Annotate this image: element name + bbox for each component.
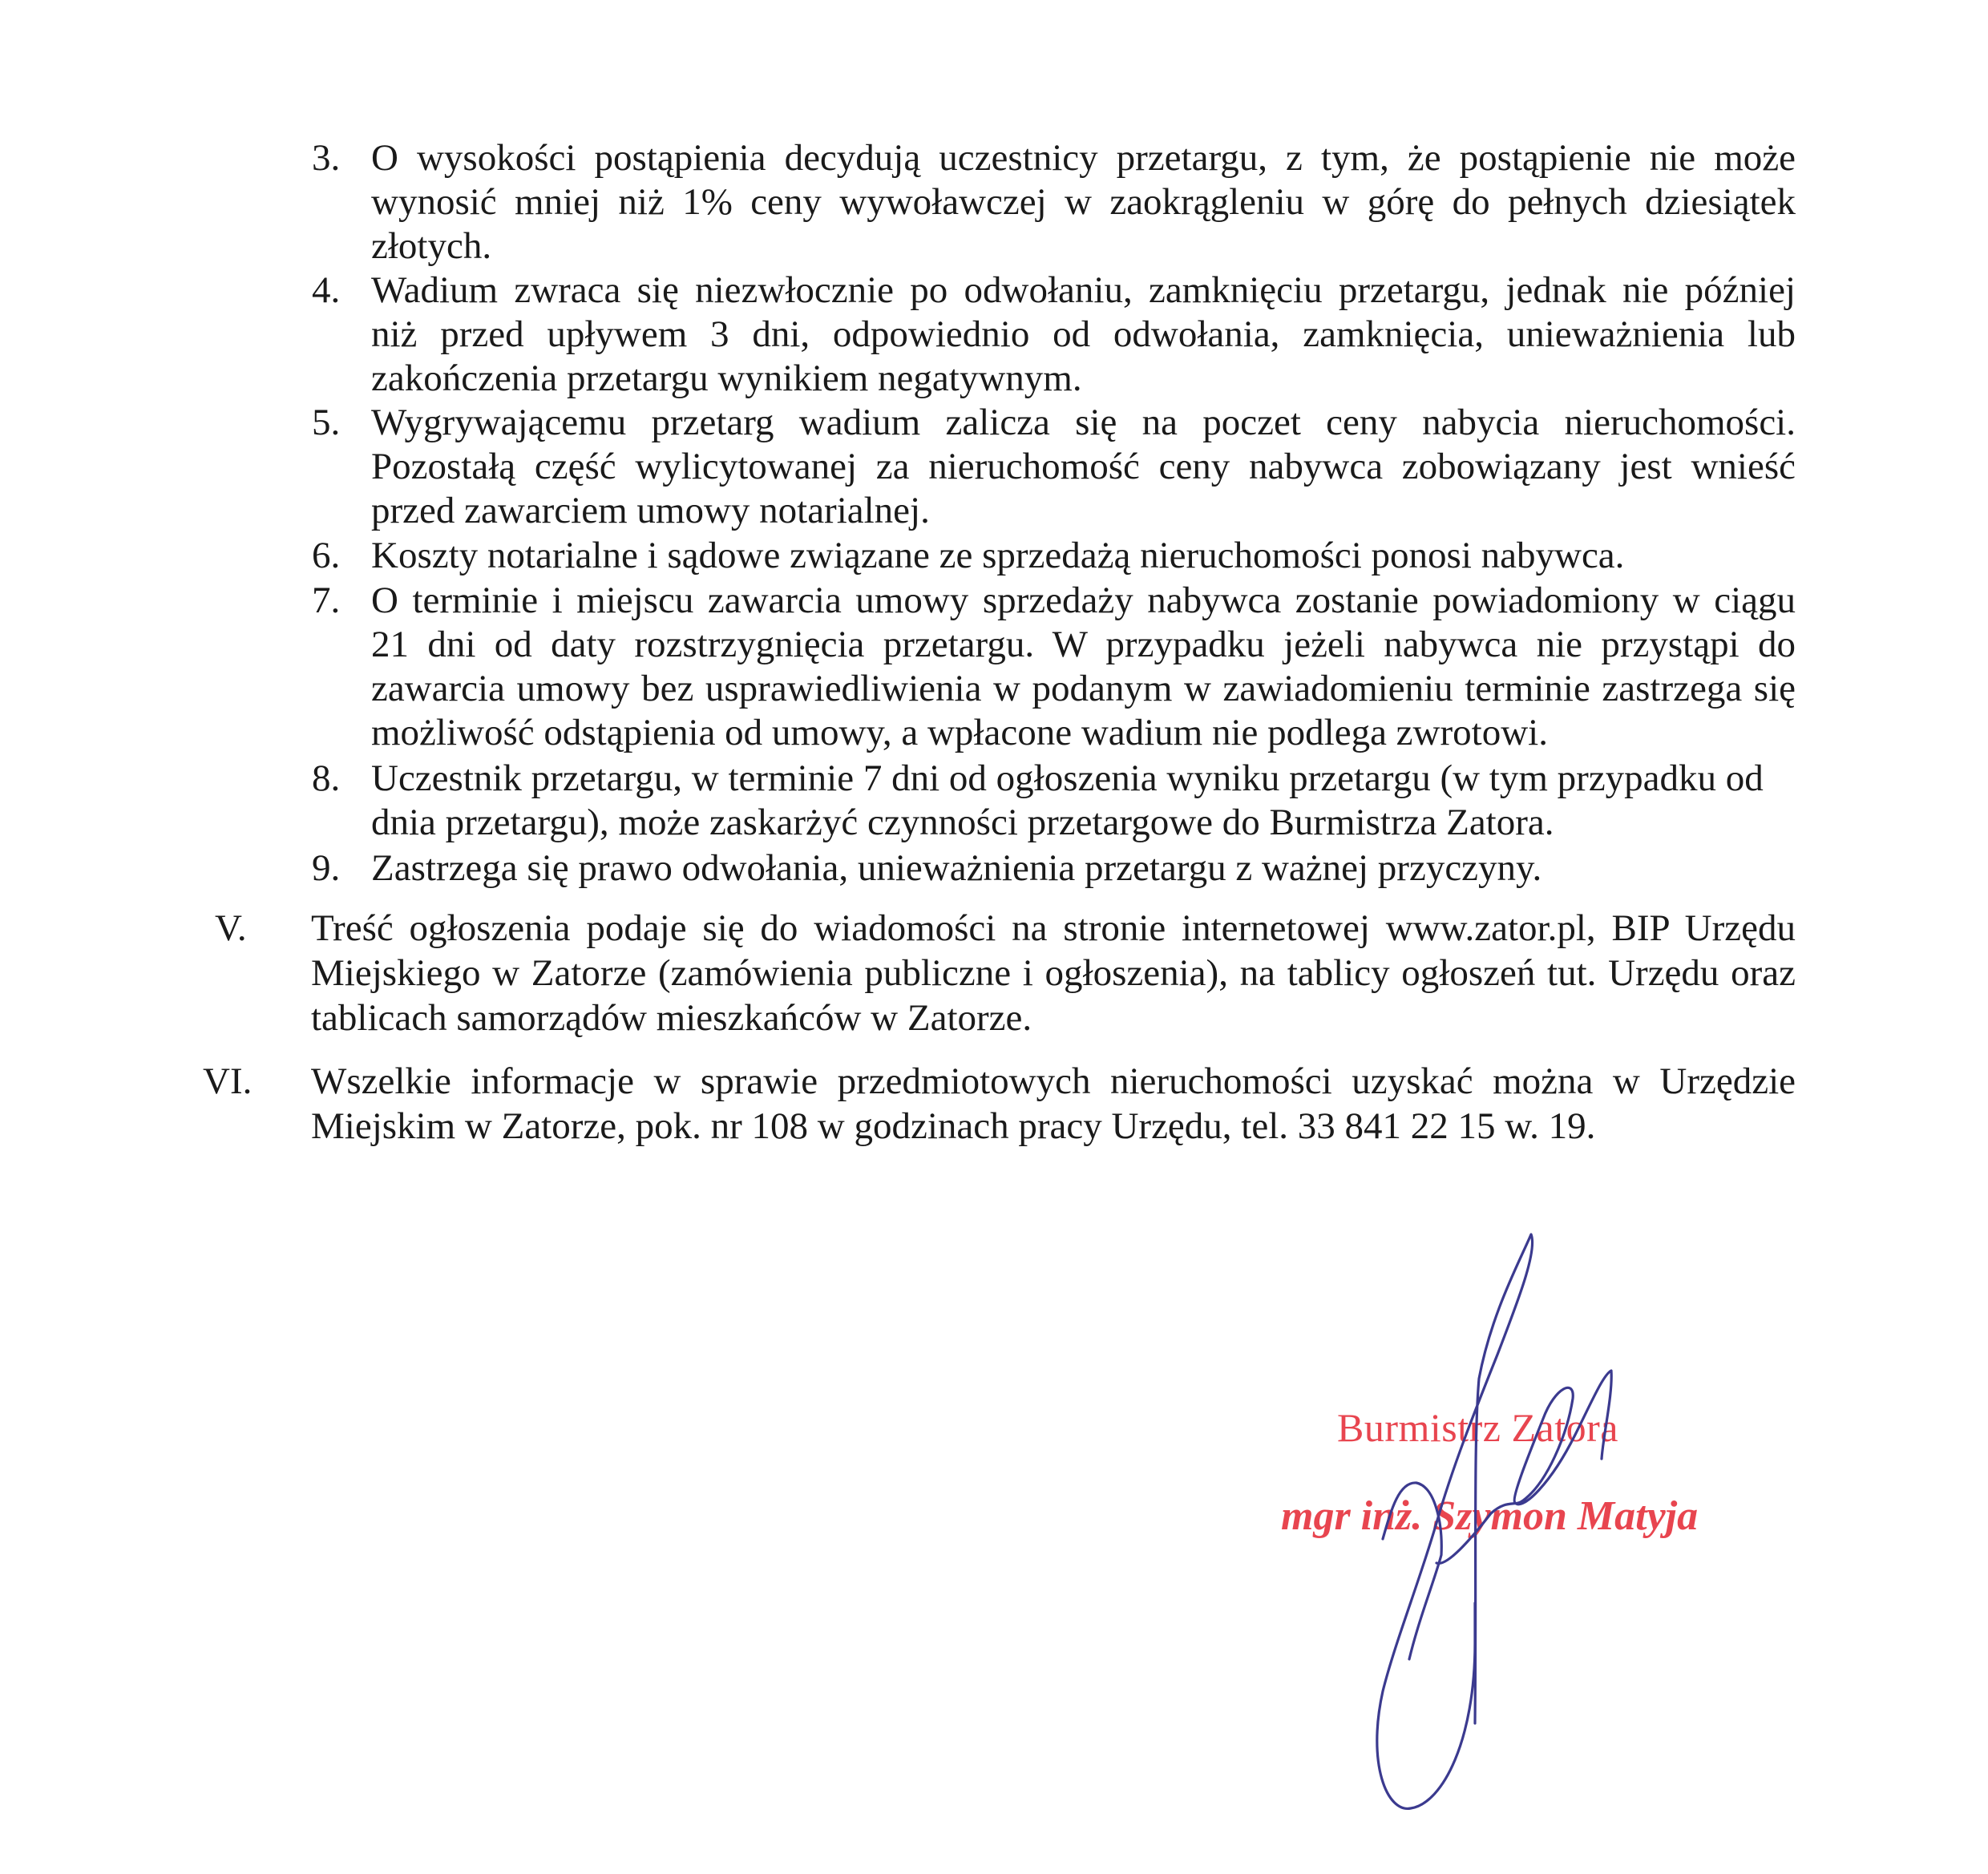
list-item-line: wynosić mniej niż 1% ceny wywoławczej w zaokrągleniu w górę do pełnych dziesiątek [371,181,1796,223]
list-item-line: przed zawarciem umowy notarialnej. [371,490,930,531]
list-item-number: 5. [312,402,341,443]
list-item-number: 9. [312,847,341,889]
list-item-line: dnia przetargu), może zaskarżyć czynności przetargowe do Burmistrza Zatora. [371,802,1554,843]
section-number: VI. [203,1060,253,1102]
list-item-number: 3. [312,137,341,179]
list-item-line: zakończenia przetargu wynikiem negatywnym. [371,357,1082,399]
list-item-line: możliwość odstąpienia od umowy, a wpłacone wadium nie podlega zwrotowi. [371,712,1548,753]
list-item-line: O wysokości postąpienia decydują uczestnicy przetargu, z tym, że postąpienie nie może [371,137,1796,179]
list-item-line: złotych. [371,225,492,267]
section-line: tablicach samorządów mieszkańców w Zatorze. [311,997,1032,1039]
list-item-line: Wygrywającemu przetarg wadium zalicza się na poczet ceny nabycia nieruchomości. [371,402,1796,443]
list-item-line: 21 dni od daty rozstrzygnięcia przetargu. W przypadku jeżeli nabywca nie przystąpi do [371,624,1796,665]
list-item-line: O terminie i miejscu zawarcia umowy sprzedaży nabywca zostanie powiadomiony w ciągu [371,580,1796,621]
list-item-number: 6. [312,535,341,576]
list-item-number: 4. [312,269,341,311]
section-line: Wszelkie informacje w sprawie przedmiotowych nieruchomości uzyskać można w Urzędzie [311,1060,1796,1102]
section-number: V. [215,907,247,949]
list-item-number: 8. [312,757,341,799]
list-item-line: Wadium zwraca się niezwłocznie po odwołaniu, zamknięciu przetargu, jednak nie później [371,269,1796,311]
list-item-line: zawarcia umowy bez usprawiedliwienia w podanym w zawiadomieniu terminie zastrzega się [371,668,1796,709]
section-line: Treść ogłoszenia podaje się do wiadomości na stronie internetowej www.zator.pl, BIP Urzędu [311,907,1796,949]
stamp-title: Burmistrz Zatora [1337,1405,1618,1450]
list-item-line: Koszty notarialne i sądowe związane ze sprzedażą nieruchomości ponosi nabywca. [371,535,1625,576]
list-item-line: Uczestnik przetargu, w terminie 7 dni od ogłoszenia wyniku przetargu (w tym przypadku od [371,757,1764,799]
list-item-line: Zastrzega się prawo odwołania, unieważnienia przetargu z ważnej przyczyny. [371,847,1542,889]
list-item-line: Pozostałą część wylicytowanej za nieruchomość ceny nabywca zobowiązany jest wnieść [371,446,1796,487]
section-line: Miejskim w Zatorze, pok. nr 108 w godzinach pracy Urzędu, tel. 33 841 22 15 w. 19. [311,1105,1596,1147]
section-line: Miejskiego w Zatorze (zamówienia publiczne i ogłoszenia), na tablicy ogłoszeń tut. Urzędu oraz [311,952,1796,994]
list-item-number: 7. [312,580,341,621]
list-item-line: niż przed upływem 3 dni, odpowiednio od odwołania, zamknięcia, unieważnienia lub [371,313,1796,355]
stamp-name: mgr inż. Szymon Matyja [1281,1493,1699,1539]
